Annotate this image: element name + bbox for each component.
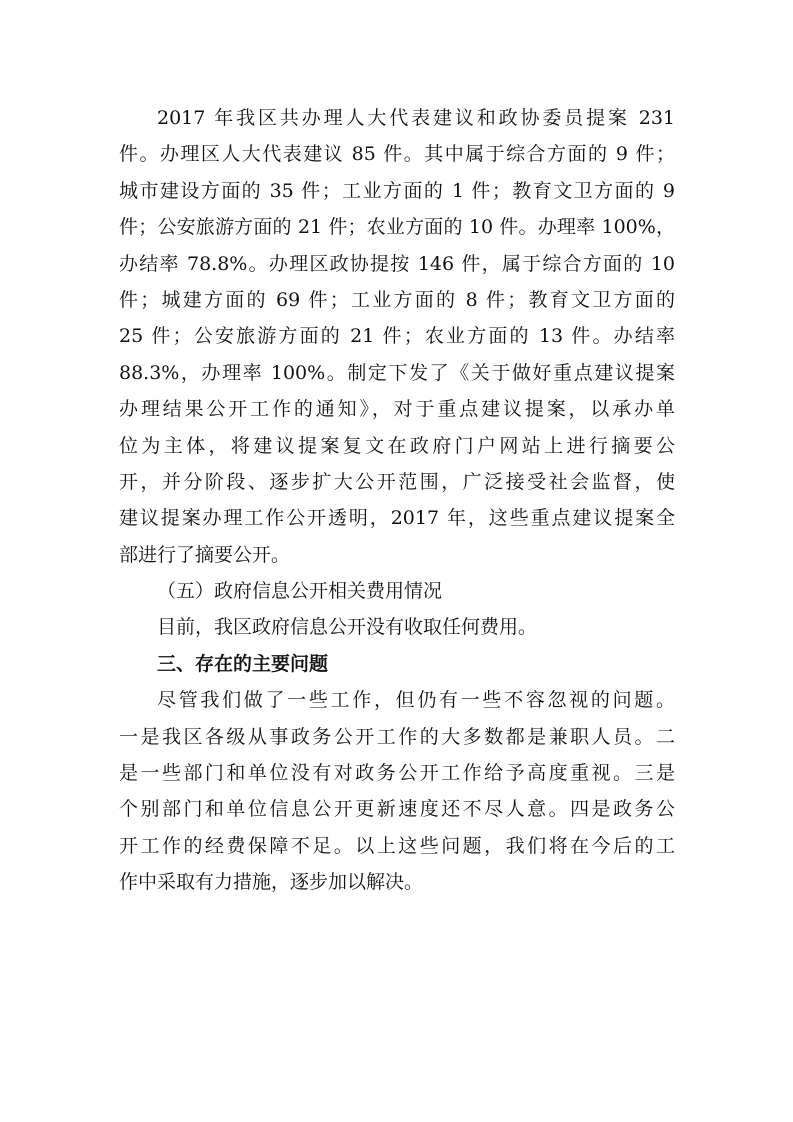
text-line: 办结率 78.8%。办理区政协提按 146 件，属于综合方面的 10 [119, 252, 675, 275]
text-line: 是一些部门和单位没有对政务公开工作给予高度重视。三是 [119, 762, 675, 785]
text-line: 作中采取有力措施，逐步加以解决。 [119, 871, 424, 894]
text-line: 部进行了摘要公开。 [119, 543, 291, 566]
text-line: 城市建设方面的 35 件；工业方面的 1 件；教育文卫方面的 9 [119, 179, 675, 202]
text-line: 位为主体，将建议提案复文在政府门户网站上进行摘要公 [119, 434, 675, 457]
text-line: 一是我区各级从事政务公开工作的大多数都是兼职人员。二 [119, 725, 675, 748]
subsection-heading: （五）政府信息公开相关费用情况 [157, 580, 443, 603]
section-heading: 三、存在的主要问题 [157, 652, 329, 675]
paragraph-proposals [119, 100, 675, 573]
text-line: 个别部门和单位信息公开更新速度还不尽人意。四是政务公 [119, 798, 675, 821]
text-line: 2017 年我区共办理人大代表建议和政协委员提案 231 [157, 107, 675, 129]
text-line: 建议提案办理工作公开透明，2017 年，这些重点建议提案全 [119, 507, 675, 530]
text-line: 尽管我们做了一些工作，但仍有一些不容忽视的问题。 [157, 689, 675, 712]
text-line: 开，并分阶段、逐步扩大公开范围，广泛接受社会监督，使 [119, 470, 675, 493]
text-line: 88.3%，办理率 100%。制定下发了《关于做好重点建议提案 [119, 361, 675, 384]
document-body [119, 100, 675, 901]
text-line: 办理结果公开工作的通知》，对于重点建议提案，以承办单 [119, 398, 675, 421]
paragraph-problems [119, 682, 675, 900]
paragraph-fees: 目前，我区政府信息公开没有收取任何费用。 [157, 616, 538, 639]
text-line: 件；公安旅游方面的 21 件；农业方面的 10 件。办理率 100%， [119, 216, 675, 239]
text-line: 件。办理区人大代表建议 85 件。其中属于综合方面的 9 件； [119, 143, 675, 166]
text-line: 25 件；公安旅游方面的 21 件；农业方面的 13 件。办结率 [119, 325, 675, 348]
text-line: 开工作的经费保障不足。以上这些问题，我们将在今后的工 [119, 834, 675, 857]
text-line: 件；城建方面的 69 件；工业方面的 8 件；教育文卫方面的 [119, 288, 675, 311]
